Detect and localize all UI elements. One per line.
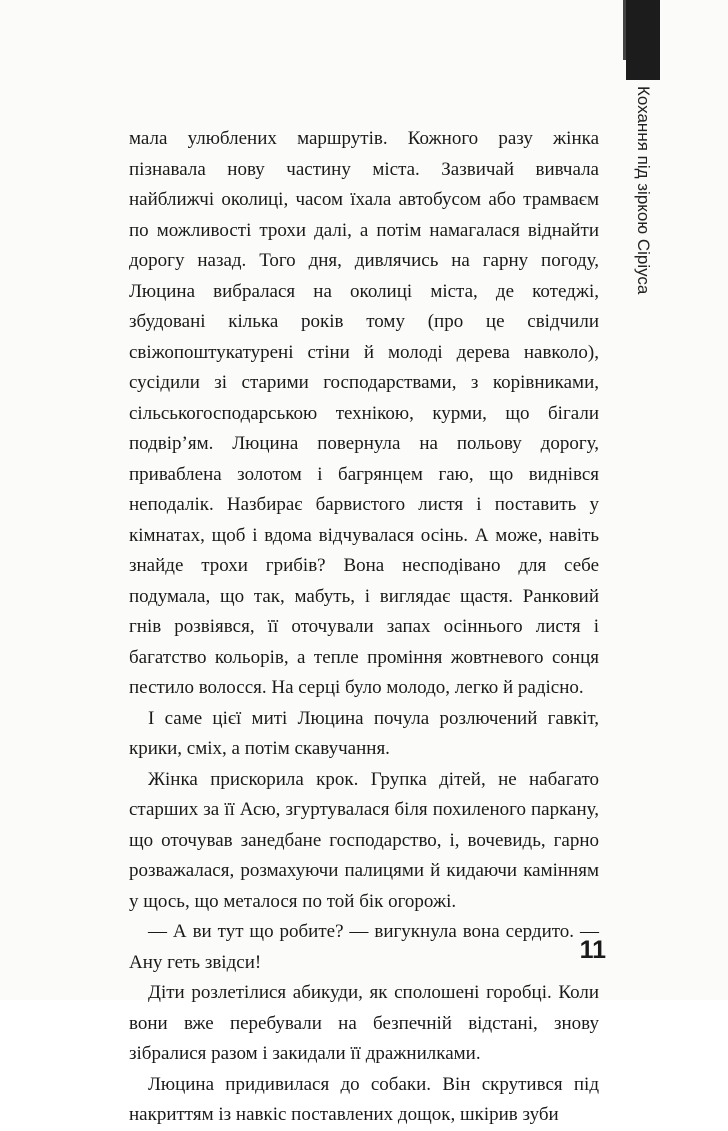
body-text [129, 124, 599, 1131]
paragraph-3: Жінка прискорила крок. Групка дітей, не набагато старших за її Асю, згуртувалася біля похиленого паркану, що оточував занедбане господарство, і, вочевидь, гарно розважалася, розмахуючи палицями й кидаючи камінням у щось, що металося по той бік огорожі. [129, 768, 599, 912]
chapter-tab-marker [626, 0, 660, 80]
running-title: Кохання під зіркою Сіріуса [634, 86, 653, 295]
page-number: 11 [579, 936, 606, 964]
paragraph-4: — А ви тут що робите? — вигукнула вона сердито. — Ану геть звідси! [129, 921, 599, 973]
paragraph-1: мала улюблених маршрутів. Кожного разу жінка пізнавала нову частину міста. Зазвичай вивчала найближчі околиці, часом їхала автобусом або трамваєм по можливості трохи далі, а потім намагалася віднайти дорогу назад. Того дня, дивлячись на гарну погоду, Люцина вибралася на околиці міста, де котеджі, збудовані кілька років тому (про це свідчили свіжопоштукатурені стіни й молоді дерева навколо), сусідили зі старими господарствами, з корівниками, сільськогосподарською технікою, курми, що бігали подвір’ям. Люцина повернула на польову дорогу, приваблена золотом і багрянцем гаю, що виднівся неподалік. Назбирає барвистого листя і поставить у кімнатах, щоб і вдома відчувалася осінь. А може, навіть знайде трохи грибів? Вона несподівано для себе подумала, що так, мабуть, і виглядає щастя. Ранковий гнів розвіявся, її оточували запах осіннього листя і багатство кольорів, а тепле проміння жовтневого сонця пестило волосся. На серці було молодо, легко й радісно. [129, 128, 599, 698]
paragraph-5: Діти розлетілися абикуди, як сполошені горобці. Коли вони вже перебували на безпечній відстані, знову зібралися разом і закидали її дражнилками. [129, 982, 599, 1064]
paragraph-6: Люцина придивилася до собаки. Він скрутився під накриттям із навкіс поставлених дощок, шкірив зуби [129, 1073, 599, 1125]
paragraph-2: І саме цієї миті Люцина почула розлючений гавкіт, крики, сміх, а потім скавучання. [129, 707, 599, 759]
